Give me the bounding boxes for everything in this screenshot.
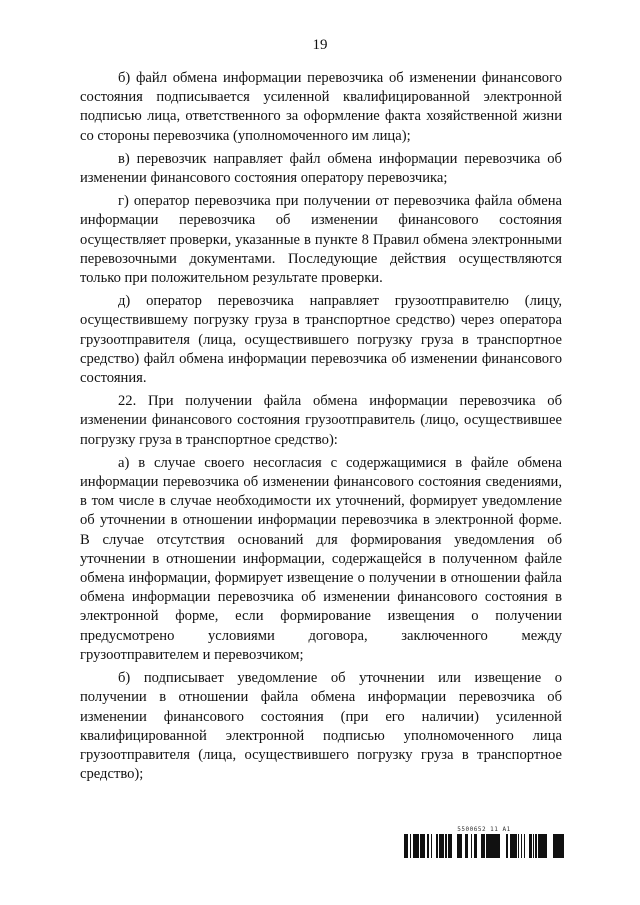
barcode-caption: 5500652 11 А1: [457, 826, 511, 833]
paragraph-v-send: в) перевозчик направляет файл обмена информации перевозчика об изменении финансового состояния оператору перевозчика;: [80, 150, 562, 187]
page-number: 19: [312, 37, 328, 53]
paragraph-b-sign-notice: б) подписывает уведомление об уточнении или извещение о получении в отношении файла обмена информации перевозчика об изменении финансового состояния (при его наличии) усиленной квалифицированной электронной подписью уполномоченного лица грузоотправителя (лица, осуществившего погрузку груза в транспортное средство);: [80, 670, 562, 783]
paragraph-d-forward: д) оператор перевозчика направляет грузоотправителю (лицу, осуществившему погрузку груза в транспортное средство) через оператора грузоотправителя (лица, осуществившего погрузку груза в транспортное средство) файл обмена информации перевозчика об изменении финансового состояния.: [80, 293, 562, 387]
paragraph-g-checks: г) оператор перевозчика при получении от перевозчика файла обмена информации перевозчика об изменении финансового состояния осуществляет проверки, указанные в пункте 8 Правил обмена электронными перевозочными документами. Последующие действия осуществляются только при положительном результате проверки.: [80, 193, 562, 287]
paragraph-b-signature: б) файл обмена информации перевозчика об изменении финансового состояния подписывается усиленной квалифицированной электронной подписью лица, ответственного за оформление факта хозяйственной жизни со стороны перевозчика (уполномоченного им лица);: [80, 70, 562, 144]
document-body: [80, 69, 562, 788]
paragraph-22-intro: 22. При получении файла обмена информации перевозчика об изменении финансового состояния грузоотправитель (лицо, осуществившее погрузку груза в транспортное средство):: [80, 393, 562, 448]
paragraph-a-disagreement: а) в случае своего несогласия с содержащимися в файле обмена информации перевозчика об изменении финансового состояния сведениями, в том числе в случае необходимости их уточнений, формирует уведомление об уточнении в отношении информации перевозчика в электронной форме. В случае отсутствия оснований для формирования уведомления об уточнении в отношении информации, содержащейся в полученном файле обмена информации, формирует извещение о получении в отношении файла обмена информации перевозчика об изменении финансового состояния в электронной форме, если формирование извещения о получении предусмотрено условиями договора, заключенного между грузоотправителем и перевозчиком;: [80, 454, 562, 663]
barcode-image: [404, 834, 564, 858]
barcode-block: [404, 826, 564, 858]
